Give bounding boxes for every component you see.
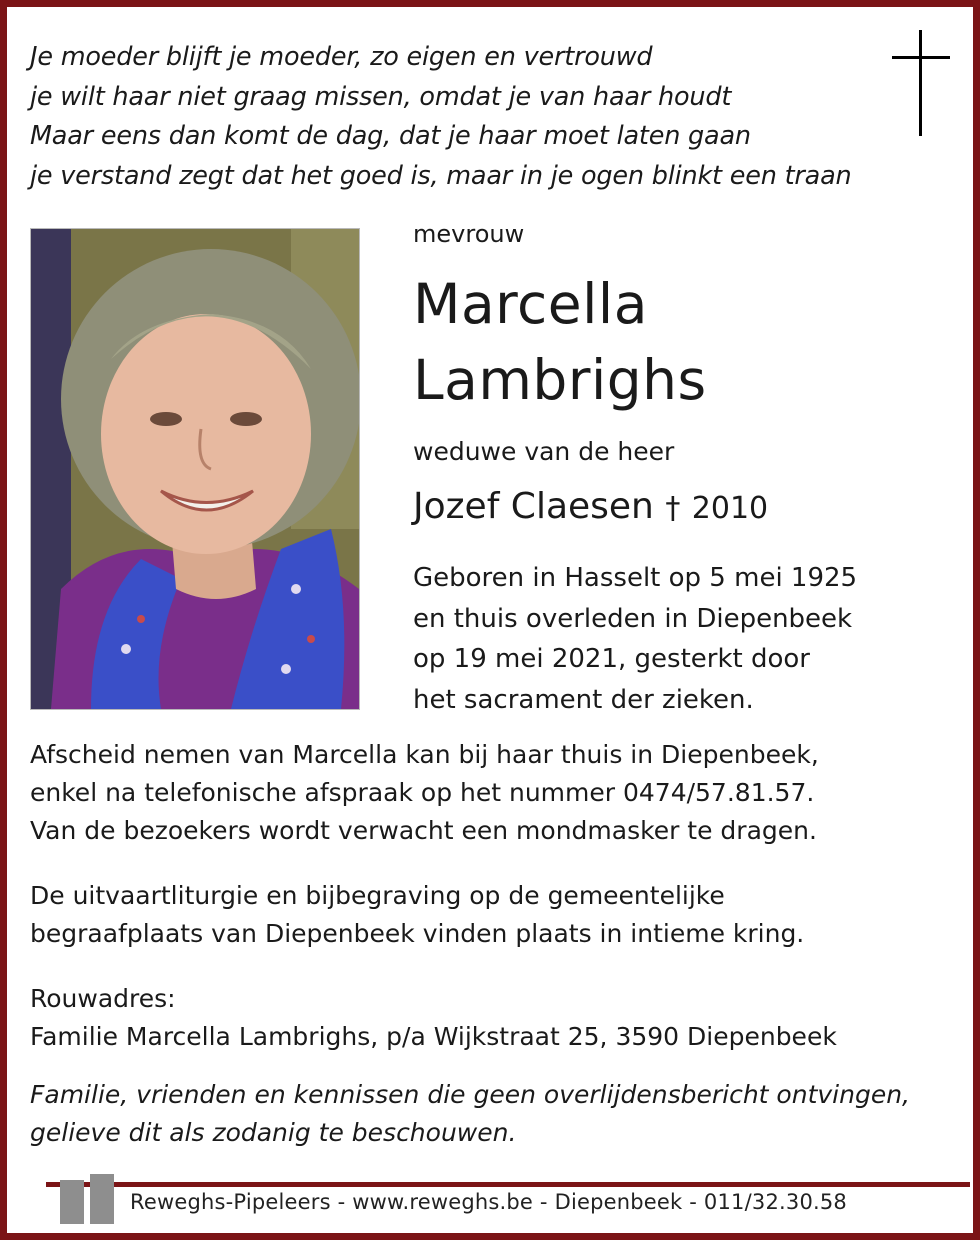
funeral-home-contact: Reweghs-Pipeleers - www.reweghs.be - Diepenbeek - 011/32.30.58 [130, 1190, 847, 1214]
husband-death-year: 2010 [691, 491, 769, 526]
poem-line: Je moeder blijft je moeder, zo eigen en vertrouwd [30, 42, 653, 72]
bio-line: Geboren in Hasselt op 5 mei 1925 [413, 563, 858, 593]
farewell-line: Afscheid nemen van Marcella kan bij haar thuis in Diepenbeek, [30, 740, 819, 769]
poem-line: je wilt haar niet graag missen, omdat je van haar houdt [30, 81, 732, 112]
farewell-line: Van de bezoekers wordt verwacht een mondmasker te dragen. [30, 816, 817, 845]
liturgy-line: begraafplaats van Diepenbeek vinden plaats in intieme kring. [30, 919, 805, 948]
biography [413, 558, 857, 720]
notice-line: Familie, vrienden en kennissen die geen overlijdensbericht ontvingen, [30, 1080, 910, 1109]
honorific: mevrouw [413, 220, 525, 248]
widow-of-label: weduwe van de heer [413, 437, 675, 466]
address-heading: Rouwadres: [30, 984, 176, 1013]
address-line: Familie Marcella Lambrighs, p/a Wijkstraat 25, 3590 Diepenbeek [30, 1022, 837, 1051]
address-paragraph [30, 980, 837, 1056]
farewell-paragraph [30, 736, 819, 850]
husband-name: Jozef Claesen [413, 486, 654, 527]
poem-line: je verstand zegt dat het goed is, maar in je ogen blinkt een traan [30, 160, 852, 191]
farewell-line: enkel na telefonische afspraak op het nummer 0474/57.81.57. [30, 778, 815, 807]
deceased-last-name: Lambrighs [413, 348, 707, 412]
portrait-photo [30, 228, 360, 710]
bio-line: en thuis overleden in Diepenbeek [413, 603, 853, 634]
poem-line: Maar eens dan komt de dag, dat je haar moet laten gaan [30, 121, 751, 151]
footer [46, 1164, 970, 1226]
husband-line [413, 486, 768, 527]
notice-line: gelieve dit als zodanig te beschouwen. [30, 1118, 517, 1147]
bio-line: het sacrament der zieken. [413, 684, 754, 715]
poem [30, 38, 851, 196]
bio-line: op 19 mei 2021, gesterkt door [413, 644, 810, 674]
cross-icon [892, 30, 950, 136]
notice-paragraph [30, 1076, 910, 1152]
liturgy-paragraph [30, 877, 804, 953]
liturgy-line: De uitvaartliturgie en bijbegraving op de gemeentelijke [30, 881, 725, 910]
deceased-first-name: Marcella [413, 272, 648, 336]
funeral-home-logo-icon [60, 1174, 116, 1224]
footer-divider [46, 1182, 970, 1187]
portrait-illustration [31, 229, 359, 709]
dagger-icon: † [665, 491, 681, 526]
